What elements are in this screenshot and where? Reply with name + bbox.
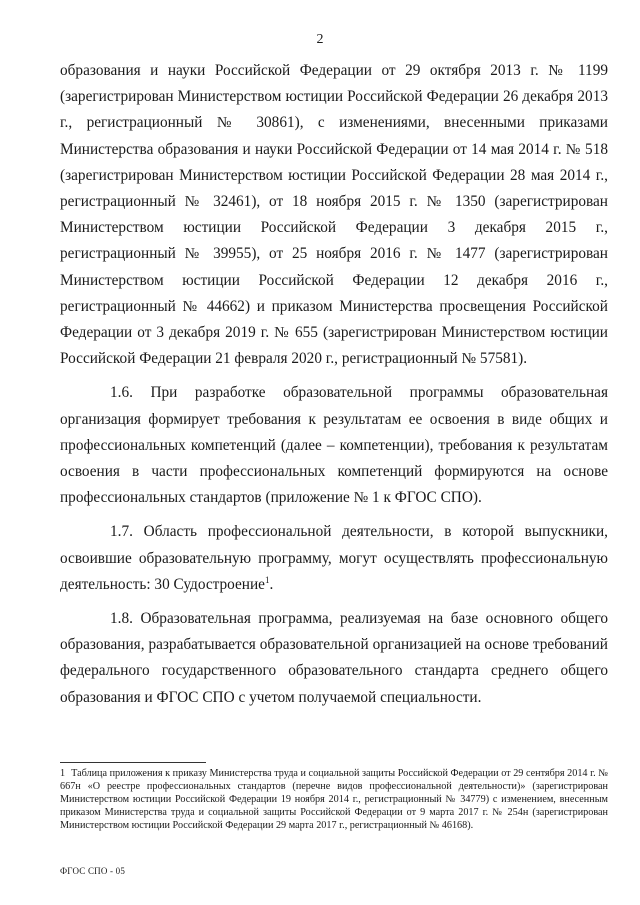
- paragraph-1-6: 1.6. При разработке образовательной программы образовательная организация формирует требования к результатам ее освоения в виде общих и профессиональных компетенций (далее – компетенции), требования к результатам освоения в части профессиональных компетенций формируются на основе профессиональных стандартов (приложение № 1 к ФГОС СПО).: [60, 384, 608, 507]
- footnote-reference: 1: [264, 574, 270, 585]
- paragraph-1-8: 1.8. Образовательная программа, реализуемая на базе основного общего образования, разрабатывается образовательной организацией на основе требований федерального государственного образовательного стандарта среднего общего образования и ФГОС СПО с учетом получаемой специальности.: [60, 610, 608, 706]
- page-number: 2: [316, 32, 324, 47]
- footnote-text: Таблица приложения к приказу Министерства труда и социальной защиты Российской Федерации от 29 сентября 2014 г. № 667н «О реестре профессиональных стандартов (перечне видов профессиональной деятельности)» (зарегистрирован Министерством юстиции Российской Федерации 19 ноября 2014 г., регистрационный № 34779) с изменением, внесенным приказом Министерства труда и социальной защиты Российской Федерации от 9 марта 2017 г. № 254н (зарегистрирован Министерством юстиции Российской Федерации 29 марта 2017 г., регистрационный № 46168).: [60, 768, 608, 831]
- document-body: [60, 58, 608, 711]
- footnote: [60, 767, 608, 832]
- paragraph-1-7-text: 1.7. Область профессиональной деятельности, в которой выпускники, освоившие образовательную программу, могут осуществлять профессиональную деятельность: 30 Судостроение: [60, 523, 608, 593]
- footnote-divider: [60, 762, 206, 763]
- paragraph-1-7-end: .: [269, 575, 274, 593]
- paragraph-1-7: [60, 519, 608, 598]
- page-footer-label: ФГОС СПО - 05: [60, 866, 126, 876]
- footnote-number: 1: [60, 768, 66, 779]
- paragraph-continuation: образования и науки Российской Федерации от 29 октября 2013 г. № 1199 (зарегистрирован Министерством юстиции Российской Федерации 26 декабря 2013 г., регистрационный № 30861), с изменениями, внесенными приказами Министерства образования и науки Российской Федерации от 14 мая 2014 г. № 518 (зарегистрирован Министерством юстиции Российской Федерации 28 мая 2014 г., регистрационный № 32461), от 18 ноября 2015 г. № 1350 (зарегистрирован Министерством юстиции Российской Федерации 3 декабря 2015 г., регистрационный № 39955), от 25 ноября 2016 г. № 1477 (зарегистрирован Министерством юстиции Российской Федерации 12 декабря 2016 г., регистрационный № 44662) и приказом Министерства просвещения Российской Федерации от 3 декабря 2019 г. № 655 (зарегистрирован Министерством юстиции Российской Федерации 21 февраля 2020 г., регистрационный № 57581).: [60, 62, 608, 368]
